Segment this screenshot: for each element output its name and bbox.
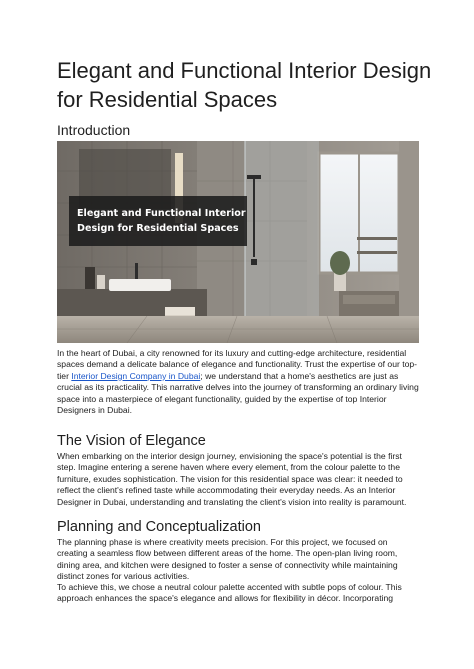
bathroom-hero-image bbox=[57, 141, 419, 343]
interior-design-company-link[interactable]: Interior Design Company in Dubai bbox=[71, 370, 201, 381]
image-banner-text: Elegant and Functional Interior Design for Residential Spaces bbox=[77, 208, 246, 234]
vision-paragraph: When embarking on the interior design journey, envisioning the space's potential is the first step. Imagine entering a serene haven where every element, from the colour palette to the furniture, exudes sophistication. The vision for this residential space was clear: it needed to reflect the client's refined taste while accommodating their everyday needs. As an Interior Designer in Dubai, understanding and translating the client's vision into reality is paramount. bbox=[57, 451, 407, 507]
intro-text-before-link: In the heart of Dubai, a city renowned for its luxury and cutting-edge architecture, residential spaces demand a delicate balance of elegance and functionality. Trust the expertise of our top-tier bbox=[57, 348, 418, 381]
planning-heading: Planning and Conceptualization bbox=[57, 519, 261, 535]
introduction-heading: Introduction bbox=[57, 122, 131, 138]
introduction-paragraph bbox=[57, 348, 419, 416]
image-title-banner bbox=[69, 196, 247, 246]
page-title: Elegant and Functional Interior Design for Residential Spaces bbox=[57, 58, 432, 112]
intro-text-after-link: ; we understand that a home's aesthetics are just as crucial as its practicality. This narrative delves into the journey of transforming an ordinary living space into a masterpiece of elegant functionality, guided by the expertise of top Interior Designers in Dubai. bbox=[57, 370, 419, 416]
planning-paragraph-2: To achieve this, we chose a neutral colour palette accented with subtle pops of colour. This approach enhances the space's elegance and allows for flexibility in décor. Incorporating bbox=[57, 582, 402, 604]
planning-paragraph-1: The planning phase is where creativity meets precision. For this project, we focused on creating a seamless flow between different areas of the home. The open-plan living room, dining area, and kitchen were designed to foster a sense of connectivity while maintaining distinct zones for various activities. bbox=[57, 537, 398, 582]
vision-heading: The Vision of Elegance bbox=[57, 433, 206, 449]
